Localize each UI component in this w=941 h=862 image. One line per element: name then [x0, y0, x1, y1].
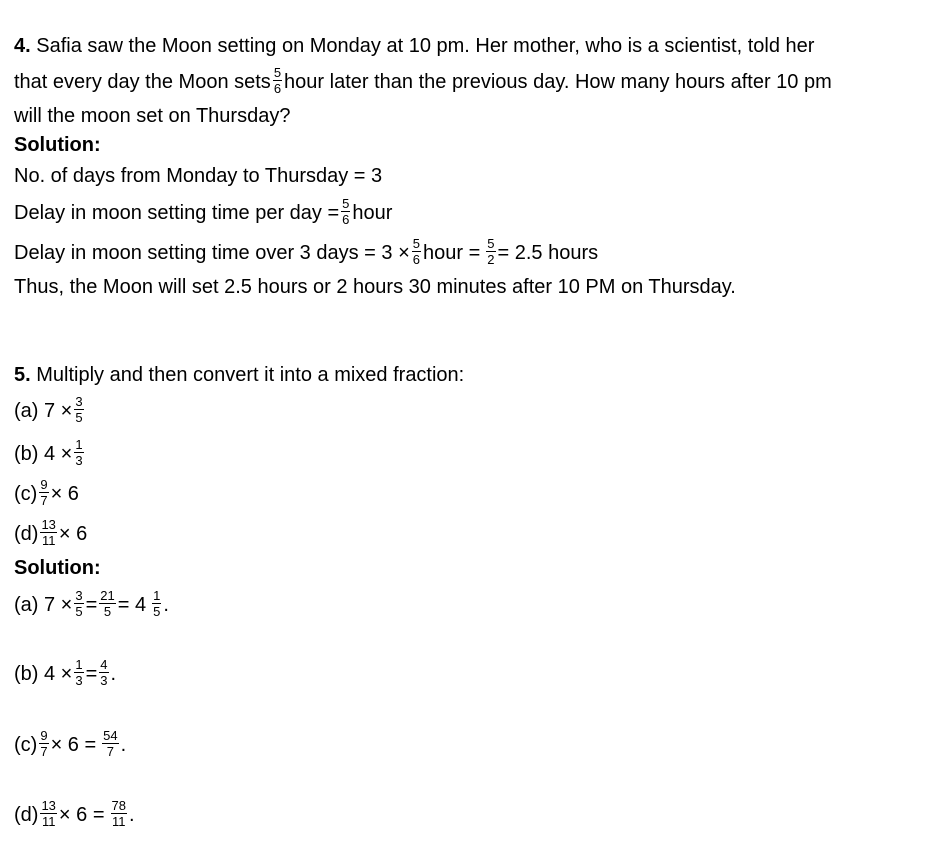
fraction: $\frac{9}{7}$ — [40, 728, 48, 759]
q5-sol-c: (c) $\frac{9}{7}$ × 6 = $\frac{54}{7}$ . — [14, 728, 127, 759]
q5-solution-label: Solution: — [14, 557, 101, 579]
fraction: $\frac{4}{3}$ — [100, 657, 108, 688]
q4-line-1 — [14, 34, 814, 58]
q5-sol-a: (a) 7 × $\frac{3}{5}$ = $\frac{21}{5}$ = 4 $\frac{1}{5}$ . — [14, 588, 169, 619]
q4-text-1: Safia saw the Moon setting on Monday at 10 pm. Her mother, who is a scientist, told her — [36, 35, 815, 57]
q4-text-2a: that every day the Moon sets — [14, 70, 271, 93]
fraction: $\frac{1}{5}$ — [153, 588, 161, 619]
fraction: $\frac{3}{5}$ — [75, 588, 83, 619]
q5-sol-d: (d) $\frac{13}{11}$ × 6 = $\frac{78}{11}$ . — [14, 798, 135, 829]
q5-title: 5. Multiply and then convert it into a mixed fraction: — [14, 364, 465, 386]
fraction: $\frac{1}{3}$ — [75, 657, 83, 688]
q5-part-d: (d) $\frac{13}{11}$ × 6 — [14, 517, 88, 548]
q4-line-3: will the moon set on Thursday? — [14, 105, 291, 127]
fraction: $\frac{78}{11}$ — [111, 798, 126, 829]
fraction: $\frac{1}{3}$ — [75, 437, 83, 468]
q4-text-2b: hour later than the previous day. How many hours after 10 pm — [284, 70, 832, 93]
q5-part-c: (c) $\frac{9}{7}$ × 6 — [14, 477, 79, 508]
fraction: $\frac{5}{2}$ — [487, 236, 495, 267]
fraction: $\frac{13}{11}$ — [41, 798, 56, 829]
fraction: $\frac{21}{5}$ — [100, 588, 115, 619]
q5-part-b: (b) 4 × $\frac{1}{3}$ — [14, 437, 83, 468]
q5-sol-b: (b) 4 × $\frac{1}{3}$ = $\frac{4}{3}$ . — [14, 657, 117, 688]
q4-number: 4. — [14, 35, 31, 57]
q4-sol-1: No. of days from Monday to Thursday = 3 — [14, 165, 383, 187]
q4-line-2 — [14, 65, 832, 97]
q5-number: 5. — [14, 364, 31, 386]
fraction: $\frac{13}{11}$ — [41, 517, 56, 548]
q4-solution-label: Solution: — [14, 134, 101, 156]
fraction: $\frac{9}{7}$ — [40, 477, 48, 508]
fraction: $\frac{3}{5}$ — [75, 394, 83, 425]
fraction: $\frac{5}{6}$ — [342, 196, 350, 227]
q4-sol-4: Thus, the Moon will set 2.5 hours or 2 hours 30 minutes after 10 PM on Thursday. — [14, 276, 736, 298]
q5-part-a: (a) 7 × $\frac{3}{5}$ — [14, 394, 83, 425]
fraction: $\frac{5}{6}$ — [273, 65, 282, 96]
fraction: $\frac{54}{7}$ — [103, 728, 118, 759]
q4-sol-3: Delay in moon setting time over 3 days = 3 × $\frac{5}{6}$ hour = $\frac{5}{2}$ = 2.5 hours — [14, 236, 599, 267]
q4-sol-2: Delay in moon setting time per day = $\frac{5}{6}$ hour — [14, 196, 393, 227]
fraction: $\frac{5}{6}$ — [412, 236, 420, 267]
